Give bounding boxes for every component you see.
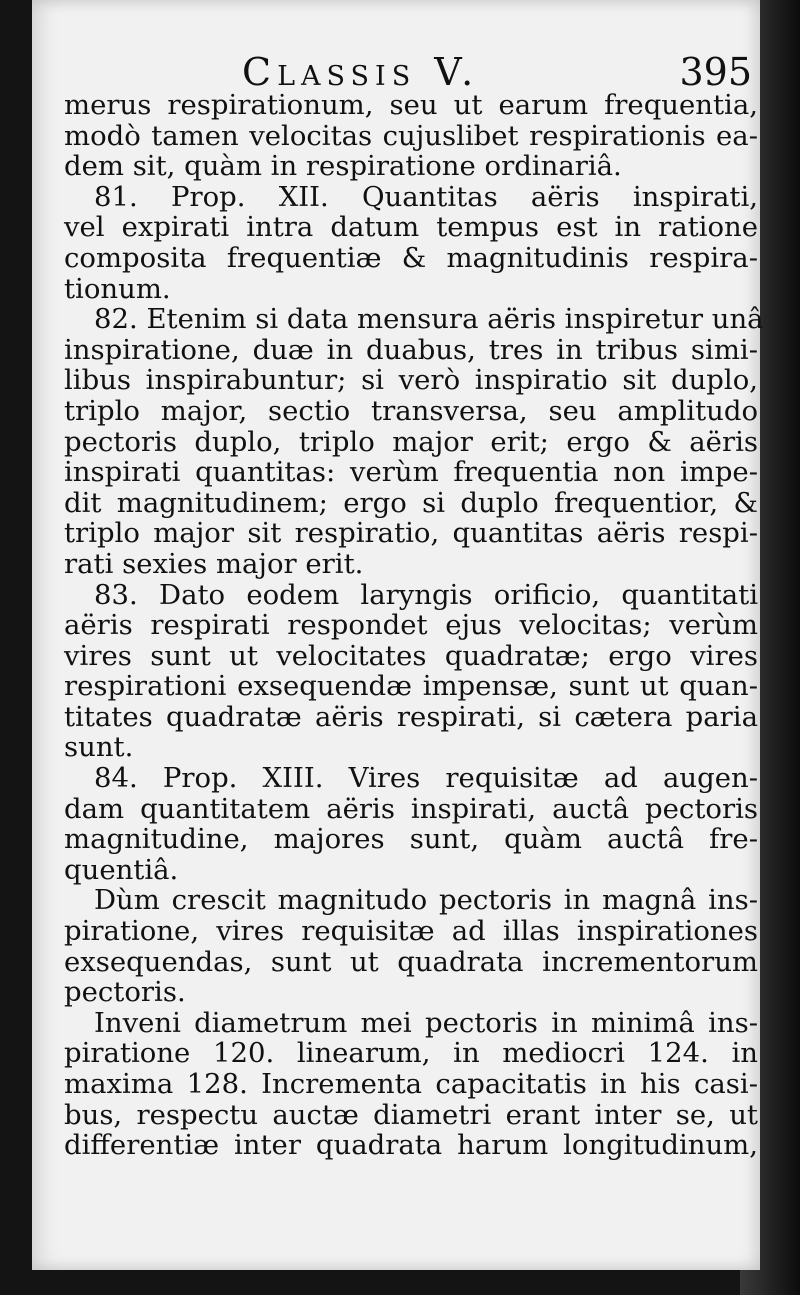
text-line: triplo major sit respiratio, quantitas aëris respi- xyxy=(64,517,758,550)
text-line: aëris respirati respondet ejus velocitas; verùm xyxy=(64,609,758,642)
text-line: rati sexies major erit. xyxy=(64,547,364,580)
paragraph-line: 83. Dato eodem laryngis orificio, quantitati xyxy=(94,578,758,611)
text-line: pectoris duplo, triplo major erit; ergo & aëris xyxy=(64,425,758,458)
text-line: dit magnitudinem; ergo si duplo frequentior, & xyxy=(64,486,758,519)
text-line: dem sit, quàm in respiratione ordinariâ. xyxy=(64,150,622,183)
text-line: magnitudine, majores sunt, quàm auctâ fre- xyxy=(64,823,758,856)
text-line: bus, respectu auctæ diametri erant inter se, ut xyxy=(64,1098,758,1131)
book-page xyxy=(32,0,764,1270)
text-line: inspirati quantitas: verùm frequentia non impe- xyxy=(64,456,758,489)
text-line: libus inspirabuntur; si verò inspiratio sit duplo, xyxy=(64,364,758,397)
text-line: vires sunt ut velocitates quadratæ; ergo vires xyxy=(64,639,758,672)
text-line: dam quantitatem aëris inspirati, auctâ pectoris xyxy=(64,792,758,825)
text-line: modò tamen velocitas cujuslibet respirationis ea- xyxy=(64,119,758,152)
running-title: Classis V. xyxy=(242,50,480,94)
paragraph-line: Inveni diametrum mei pectoris in minimâ ins- xyxy=(94,1006,758,1039)
text-line: exsequendas, sunt ut quadrata incrementorum xyxy=(64,945,758,978)
text-line: differentiæ inter quadrata harum longitudinum, xyxy=(64,1129,758,1162)
text-line: quentiâ. xyxy=(64,853,179,886)
text-line: merus respirationum, seu ut earum frequentia, xyxy=(64,89,758,121)
text-line: tionum. xyxy=(64,272,171,305)
text-line: titates quadratæ aëris respirati, si cætera paria xyxy=(64,700,758,733)
body-text xyxy=(64,89,764,1162)
text-line: triplo major, sectio transversa, seu amplitudo xyxy=(64,394,758,427)
paragraph-line: Dùm crescit magnitudo pectoris in magnâ ins- xyxy=(94,884,758,917)
proposition-line: 84. Prop. XIII. Vires requisitæ ad augen- xyxy=(94,762,758,795)
text-line: sunt. xyxy=(64,731,134,764)
text-line: inspiratione, duæ in duabus, tres in tribus simi- xyxy=(64,333,758,366)
text-line: respirationi exsequendæ impensæ, sunt ut quan- xyxy=(64,670,758,703)
page-header xyxy=(242,50,752,94)
text-line: piratione 120. linearum, in mediocri 124. in xyxy=(64,1037,758,1070)
text-line: piratione, vires requisitæ ad illas inspirationes xyxy=(64,915,758,948)
paragraph-line: 82. Etenim si data mensura aëris inspiretur unâ xyxy=(94,303,764,336)
page-number: 395 xyxy=(679,50,752,94)
text-line: pectoris. xyxy=(64,976,186,1009)
proposition-line: 81. Prop. XII. Quantitas aëris inspirati, xyxy=(94,180,758,213)
text-line: vel expirati intra datum tempus est in ratione xyxy=(64,211,758,244)
text-line: composita frequentiæ & magnitudinis respira- xyxy=(64,241,758,274)
text-line: maxima 128. Incrementa capacitatis in his casi- xyxy=(64,1068,758,1100)
